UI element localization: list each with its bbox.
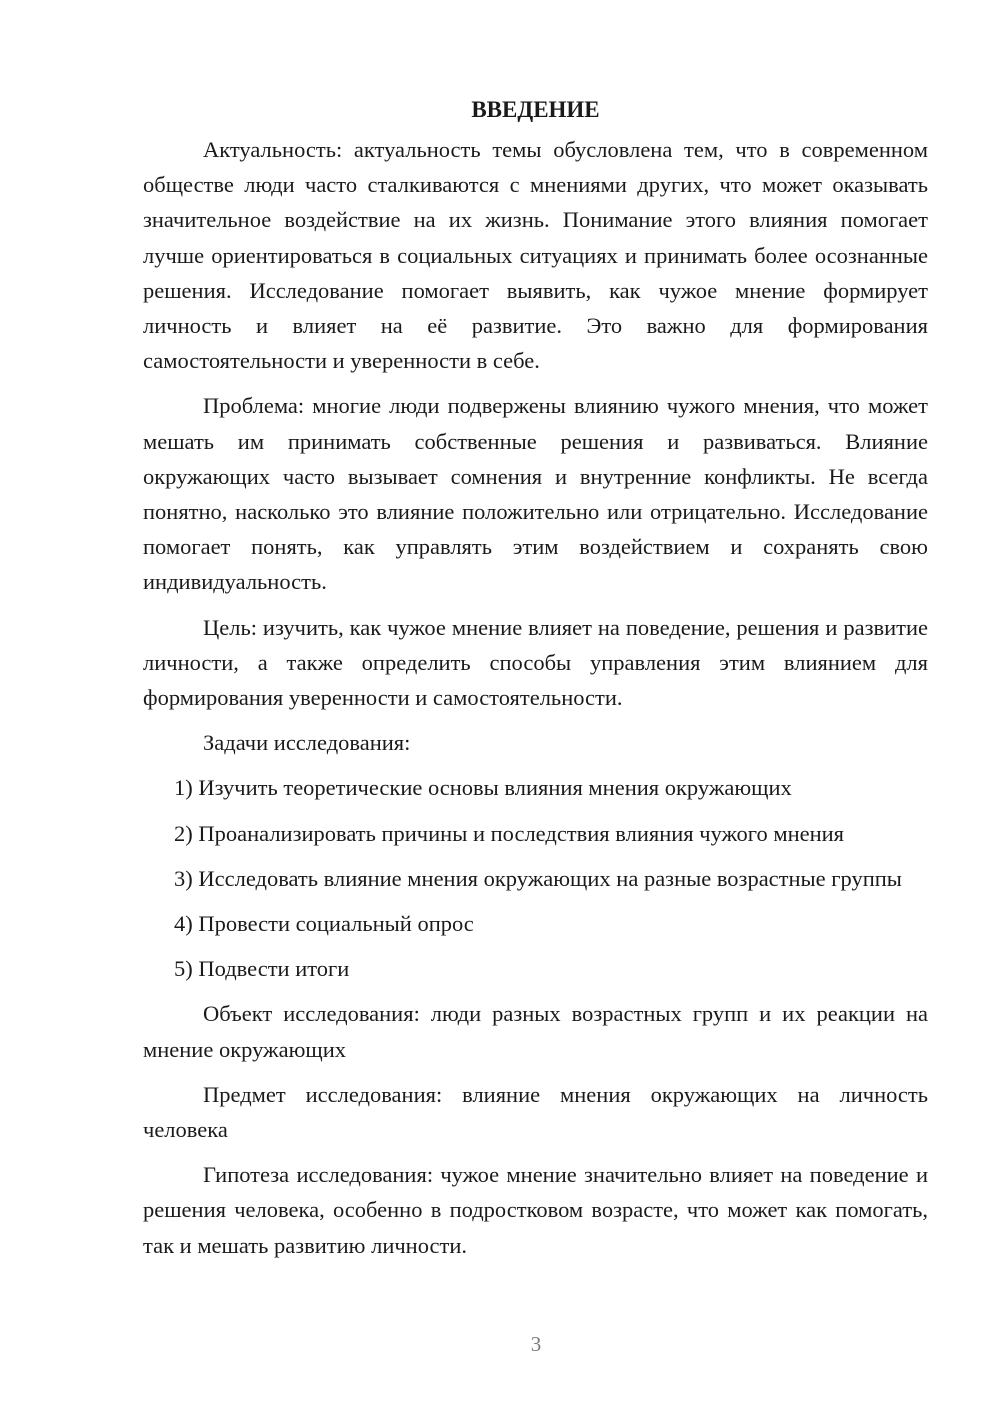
paragraph-problem: Проблема: многие люди подвержены влиянию чужого мнения, что может мешать им принимать собственные решения и развиваться. Влияние окружающих часто вызывает сомнения и внутренние конфликты. Не всегда понятно, насколько это влияние положительно или отрицательно. Исследование помогает понять, как управлять этим воздействием и сохранять свою индивидуальность. — [143, 393, 928, 595]
paragraph-relevance: Актуальность: актуальность темы обусловлена тем, что в современном обществе люди часто сталкиваются с мнениями других, что может оказывать значительное воздействие на их жизнь. Понимание этого влияния помогает лучше ориентироваться в социальных ситуациях и принимать более осознанные решения. Исследование помогает выявить, как чужое мнение формирует личность и влияет на её развитие. Это важно для формирования самостоятельности и уверенности в себе. — [143, 137, 928, 374]
list-item: 2) Проанализировать причины и последствия влияния чужого мнения — [174, 820, 845, 846]
paragraph-tasks-heading: Задачи исследования: — [203, 730, 411, 756]
paragraph-hypothesis: Гипотеза исследования: чужое мнение значительно влияет на поведение и решения человека, особенно в подростковом возрасте, что может как помогать, так и мешать развитию личности. — [143, 1162, 928, 1258]
list-item: 1) Изучить теоретические основы влияния мнения окружающих — [174, 775, 792, 801]
paragraph-goal: Цель: изучить, как чужое мнение влияет на поведение, решения и развитие личности, а также определить способы управления этим влиянием для формирования уверенности и самостоятельности. — [143, 614, 928, 711]
list-item: 4) Провести социальный опрос — [174, 911, 474, 937]
document-page — [143, 92, 928, 1273]
document-title: ВВЕДЕНИЕ — [471, 97, 600, 122]
list-item: 5) Подвести итоги — [174, 956, 350, 982]
paragraph-object: Объект исследования: люди разных возрастных групп и их реакции на мнение окружающих — [143, 1001, 928, 1062]
paragraph-subject: Предмет исследования: влияние мнения окружающих на личность человека — [143, 1081, 928, 1143]
tasks-list — [143, 770, 928, 986]
list-item: 3) Исследовать влияние мнения окружающих на разные возрастные группы — [174, 865, 902, 891]
page-number: 3 — [530, 1332, 542, 1356]
